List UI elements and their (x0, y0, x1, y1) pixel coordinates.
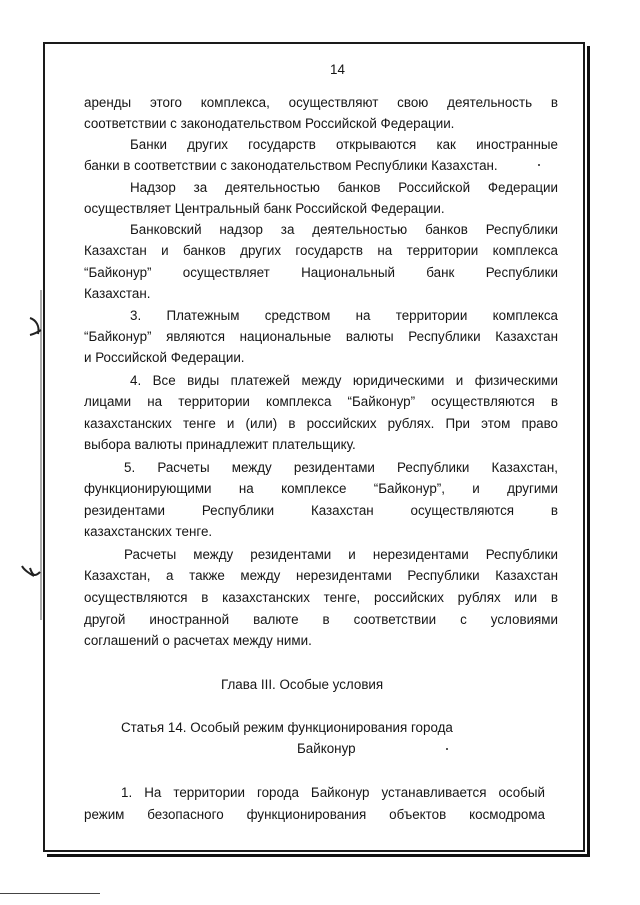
body-line: режим безопасного функционирования объектов космодрома (84, 807, 545, 822)
body-line: 3. Платежным средством на территории комплекса (130, 308, 558, 323)
article-heading-line2: Байконур (297, 741, 356, 756)
binding-mark (30, 318, 41, 335)
body-line: Казахстан, а также между нерезидентами Республики Казахстан (84, 568, 558, 583)
body-line: и Российской Федерации. (84, 350, 245, 365)
body-line: Банки других государств открываются как иностранные (130, 137, 558, 152)
body-line: осуществляются в казахстанских тенге, российских рублях или в (84, 590, 558, 605)
body-line: Надзор за деятельностью банков Российской Федерации (130, 180, 558, 195)
body-line: 5. Расчеты между резидентами Республики Казахстан, (124, 460, 558, 475)
body-line: резидентами Республики Казахстан осуществляются в (84, 503, 558, 518)
scan-edge-line (0, 893, 100, 894)
body-line: аренды этого комплекса, осуществляют свою деятельность в (84, 95, 558, 110)
body-line: 4. Все виды платежей между юридическими и физическими (130, 373, 558, 388)
body-line: выбора валюты принадлежит плательщику. (84, 437, 356, 452)
body-line: казахстанских тенге. (84, 524, 213, 539)
scan-speck (446, 748, 448, 750)
page-number: 14 (330, 62, 345, 77)
body-line: лицами на территории комплекса “Байконур” осуществляются в (84, 394, 558, 409)
body-line: “Байконур” являются национальные валюты Республики Казахстан (84, 329, 558, 344)
body-line: Казахстан. (84, 286, 151, 301)
body-line: осуществляет Центральный банк Российской Федерации. (84, 201, 445, 216)
binding-marks (0, 290, 60, 620)
body-line: “Байконур” осуществляет Национальный банк Республики (84, 265, 558, 280)
body-line: Казахстан и банков других государств на территории комплекса (84, 243, 558, 258)
body-line: Расчеты между резидентами и нерезидентами Республики (124, 547, 558, 562)
body-line: банки в соответствии с законодательством Республики Казахстан. (84, 158, 498, 173)
body-line: функционирующими на комплексе “Байконур”, и другими (84, 481, 558, 496)
body-line: соглашений о расчетах между ними. (84, 633, 312, 648)
body-line: казахстанских тенге и (или) в российских рублях. При этом право (84, 416, 558, 431)
article-heading-line1: Статья 14. Особый режим функционирования города (121, 720, 453, 735)
body-line: Банковский надзор за деятельностью банков Республики (130, 222, 558, 237)
scan-speck (538, 164, 540, 166)
body-line: соответствии с законодательством Российской Федерации. (84, 116, 455, 131)
binding-mark (22, 566, 40, 576)
body-line: другой иностранной валюте в соответствии с условиями (84, 612, 558, 627)
body-line: 1. На территории города Байконур устанавливается особый (121, 785, 545, 800)
chapter-heading: Глава III. Особые условия (221, 677, 384, 692)
